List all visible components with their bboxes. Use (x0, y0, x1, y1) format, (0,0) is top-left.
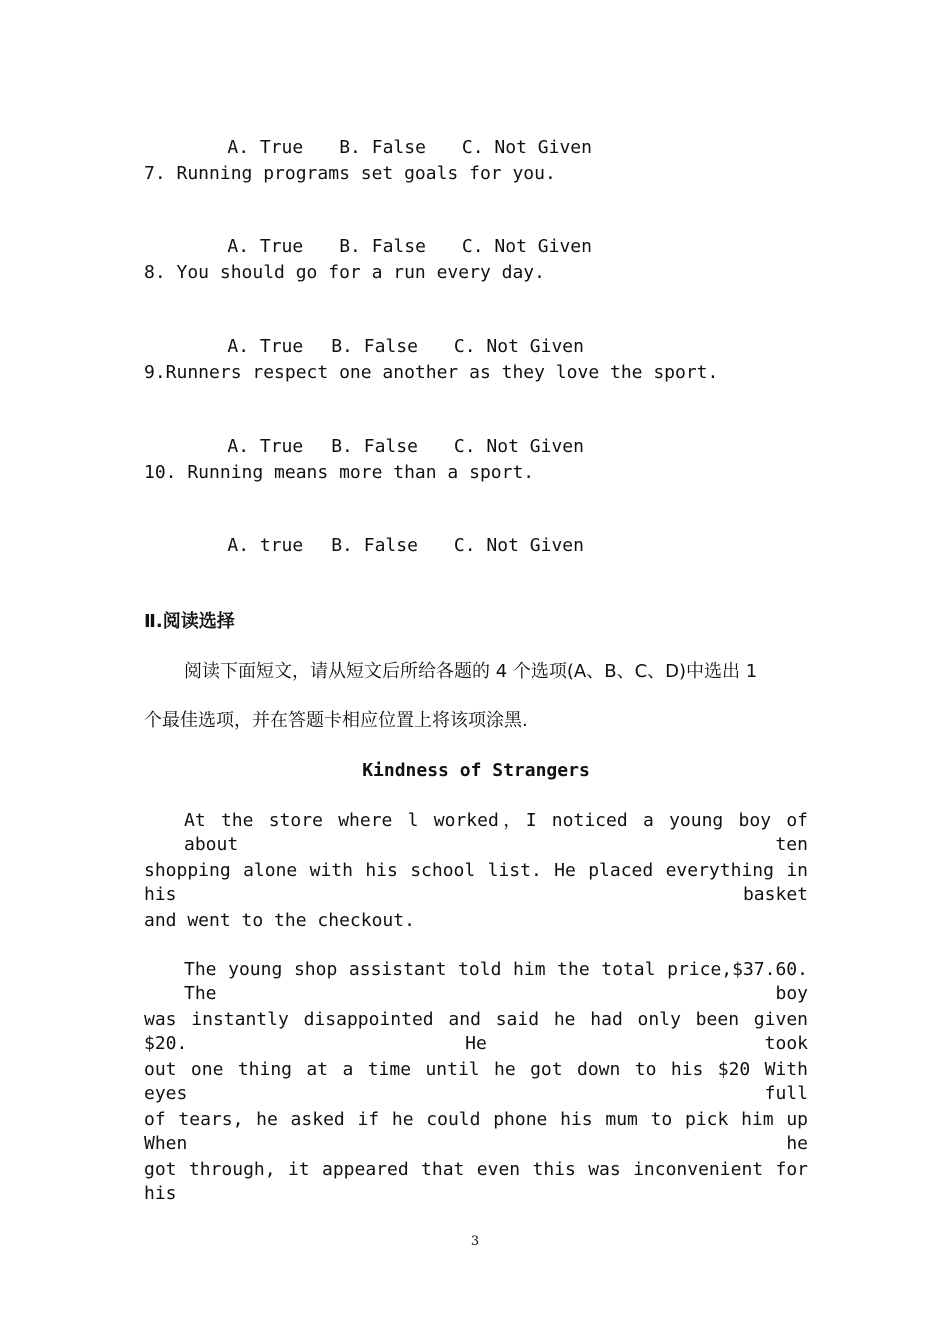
question-9-stem: 9.Runners respect one another as they love the sport. (144, 362, 719, 383)
section-instruction-line1: 阅读下面短文，请从短文后所给各题的 4 个选项(A、B、C、D)中选出 1 (184, 661, 758, 682)
option-a: A. true (227, 535, 304, 556)
option-c: C. Not Given (453, 436, 584, 457)
option-a: A. True (227, 236, 304, 257)
option-b: B. False (331, 436, 418, 457)
passage-p2-line4: of tears, he asked if he could phone his mum to pick him up When he (144, 1109, 808, 1154)
section-heading: Ⅱ.阅读选择 (144, 611, 235, 632)
option-c: C. Not Given (461, 137, 592, 158)
option-c: C. Not Given (453, 535, 584, 556)
passage-p2-line2: was instantly disappointed and said he had only been given $20. He took (144, 1009, 808, 1054)
question-8-stem: 8. You should go for a run every day. (144, 262, 545, 283)
passage-p2-line1: The young shop assistant told him the total price,$37.60. The boy (184, 959, 808, 1004)
option-b: B. False (339, 137, 426, 158)
option-c: C. Not Given (453, 336, 584, 357)
option-a: A. True (227, 336, 304, 357)
option-b: B. False (331, 336, 418, 357)
question-10-stem: 10. Running means more than a sport. (144, 462, 535, 483)
option-b: B. False (331, 535, 418, 556)
passage-p2-line5: got through, it appeared that even this was inconvenient for his (144, 1159, 808, 1204)
option-a: A. True (227, 137, 304, 158)
passage-p1-line3: and went to the checkout. (144, 910, 415, 931)
passage-title: Kindness of Strangers (362, 760, 590, 781)
question-7-stem: 7. Running programs set goals for you. (144, 163, 556, 184)
passage-p2-line3: out one thing at a time until he got down to his $20 With eyes full (144, 1059, 808, 1104)
passage-p1-line1: At the store where l worked，I noticed a young boy of about ten (184, 810, 808, 855)
question-10-options (184, 510, 808, 582)
option-b: B. False (339, 236, 426, 257)
section-instruction-line2: 个最佳选项，并在答题卡相应位置上将该项涂黑. (144, 710, 528, 731)
page-number: 3 (470, 1234, 480, 1249)
passage-p1-line2: shopping alone with his school list. He placed everything in his basket (144, 860, 808, 905)
option-a: A. True (227, 436, 304, 457)
option-c: C. Not Given (461, 236, 592, 257)
